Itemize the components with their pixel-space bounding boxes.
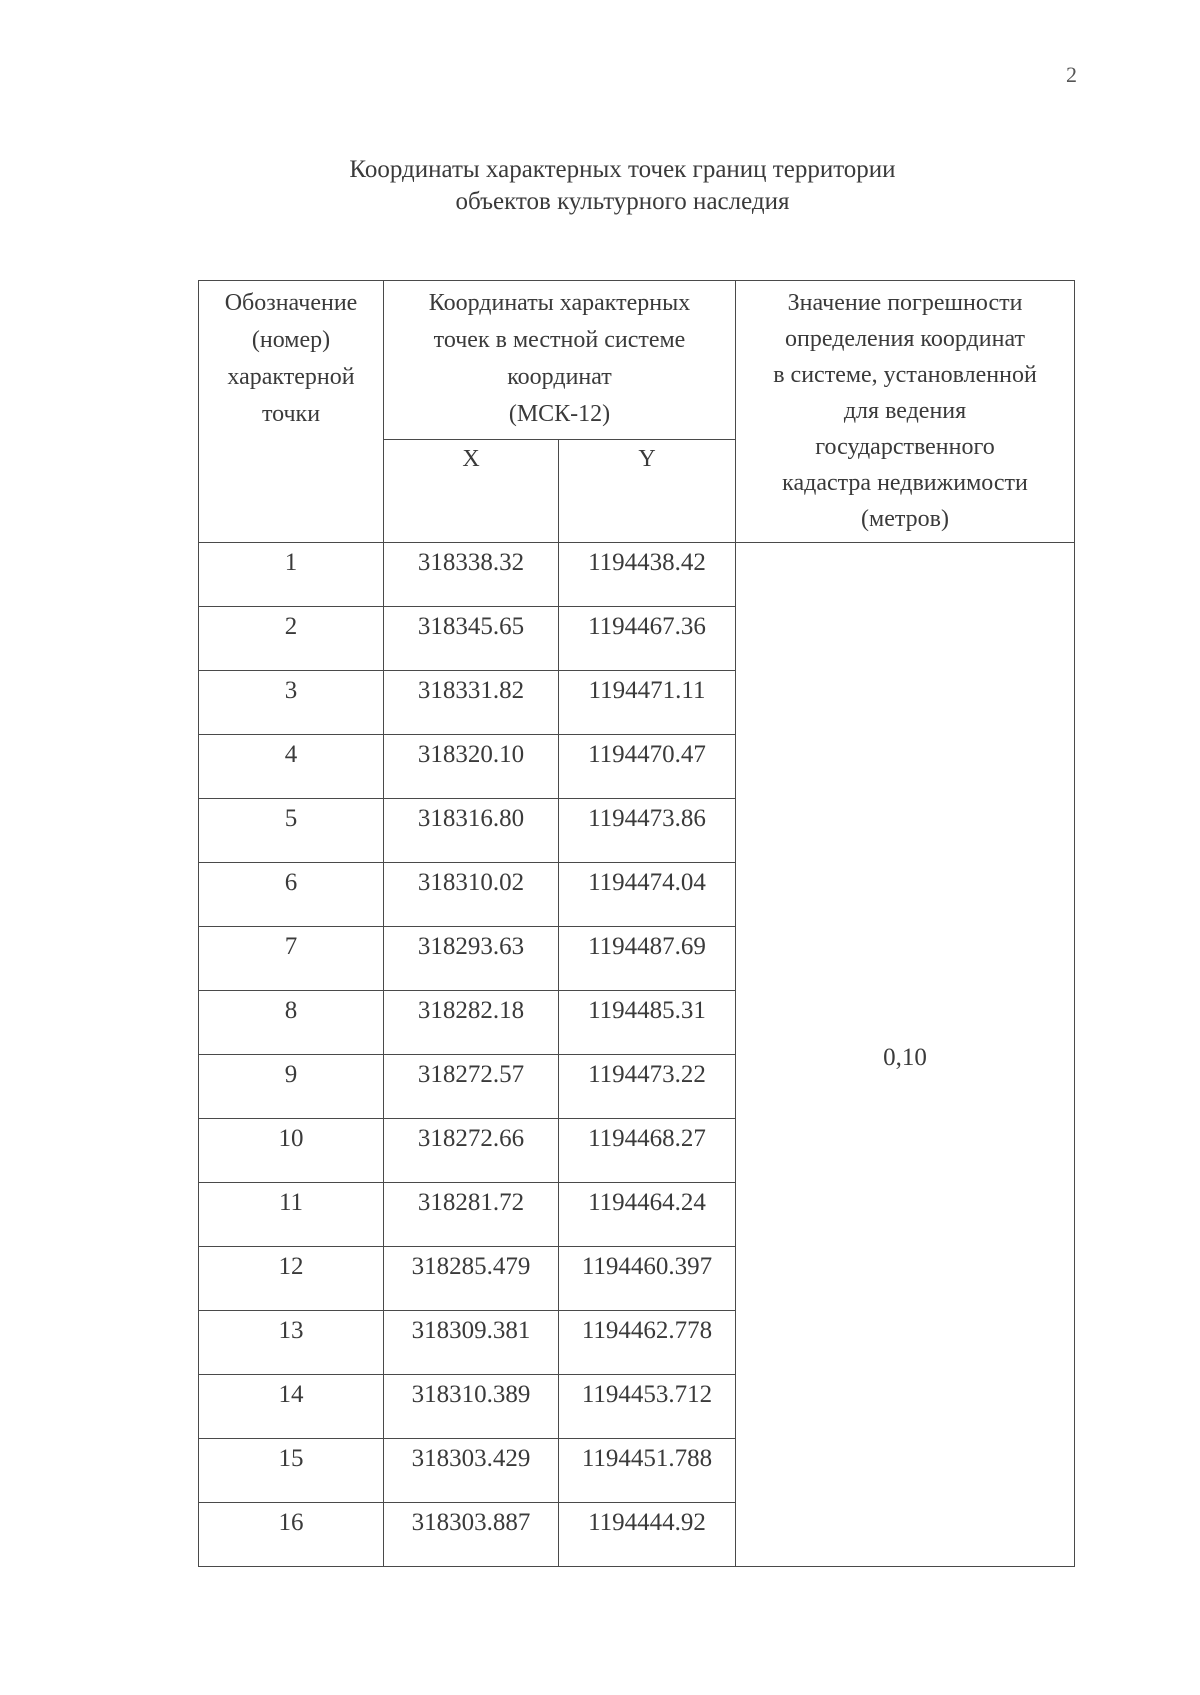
header-coordinates-line: координат	[507, 364, 612, 390]
header-x: X	[384, 440, 559, 543]
y-coordinate-cell: 1194467.36	[559, 607, 736, 671]
y-coordinate-cell: 1194470.47	[559, 735, 736, 799]
coordinates-table	[198, 280, 1075, 1567]
y-coordinate-cell: 1194444.92	[559, 1503, 736, 1567]
x-coordinate-cell: 318282.18	[384, 991, 559, 1055]
x-coordinate-cell: 318285.479	[384, 1247, 559, 1311]
header-designation-line: точки	[261, 401, 321, 427]
title-line-2: объектов культурного наследия	[455, 188, 790, 215]
x-coordinate-cell: 318309.381	[384, 1311, 559, 1375]
point-number-cell: 5	[199, 799, 384, 863]
point-number-cell: 6	[199, 863, 384, 927]
table-body	[199, 543, 1075, 1567]
header-coordinates-line: Координаты характерных	[428, 290, 691, 316]
header-error-line: определения координат	[785, 326, 1025, 352]
y-coordinate-cell: 1194453.712	[559, 1375, 736, 1439]
x-coordinate-cell: 318293.63	[384, 927, 559, 991]
point-number-cell: 12	[199, 1247, 384, 1311]
y-coordinate-cell: 1194438.42	[559, 543, 736, 607]
header-error-line: кадастра недвижимости	[782, 470, 1028, 496]
x-coordinate-cell: 318345.65	[384, 607, 559, 671]
y-coordinate-cell: 1194451.788	[559, 1439, 736, 1503]
point-number-cell: 13	[199, 1311, 384, 1375]
point-number-cell: 9	[199, 1055, 384, 1119]
y-coordinate-cell: 1194462.778	[559, 1311, 736, 1375]
x-coordinate-cell: 318272.57	[384, 1055, 559, 1119]
x-coordinate-cell: 318316.80	[384, 799, 559, 863]
header-error-line: в системе, установленной	[773, 362, 1037, 388]
x-coordinate-cell: 318281.72	[384, 1183, 559, 1247]
y-coordinate-cell: 1194485.31	[559, 991, 736, 1055]
header-error-line: Значение погрешности	[787, 290, 1023, 316]
header-coordinates-line: (МСК-12)	[508, 401, 611, 427]
y-coordinate-cell: 1194464.24	[559, 1183, 736, 1247]
y-coordinate-cell: 1194468.27	[559, 1119, 736, 1183]
point-number-cell: 3	[199, 671, 384, 735]
header-coordinates-line: точек в местной системе	[433, 327, 686, 353]
point-number-cell: 8	[199, 991, 384, 1055]
point-number-cell: 1	[199, 543, 384, 607]
y-coordinate-cell: 1194473.22	[559, 1055, 736, 1119]
header-error-line: для ведения	[843, 398, 967, 424]
title-line-1: Координаты характерных точек границ территории	[349, 156, 896, 183]
point-number-cell: 11	[199, 1183, 384, 1247]
page-number: 2	[1066, 62, 1077, 87]
y-coordinate-cell: 1194471.11	[559, 671, 736, 735]
x-coordinate-cell: 318331.82	[384, 671, 559, 735]
header-y: Y	[559, 440, 736, 543]
error-value-cell: 0,10	[736, 543, 1075, 1567]
y-coordinate-cell: 1194460.397	[559, 1247, 736, 1311]
y-coordinate-cell: 1194474.04	[559, 863, 736, 927]
header-designation-line: Обозначение	[224, 290, 358, 316]
header-error-line: государственного	[815, 434, 995, 460]
header-designation-line: (номер)	[251, 327, 331, 353]
x-coordinate-cell: 318320.10	[384, 735, 559, 799]
header-coordinates	[384, 281, 736, 440]
header-error	[736, 281, 1075, 543]
y-coordinate-cell: 1194487.69	[559, 927, 736, 991]
x-coordinate-cell: 318272.66	[384, 1119, 559, 1183]
x-coordinate-cell: 318310.02	[384, 863, 559, 927]
header-designation	[199, 281, 384, 543]
point-number-cell: 16	[199, 1503, 384, 1567]
document-title	[0, 154, 1200, 218]
x-coordinate-cell: 318338.32	[384, 543, 559, 607]
point-number-cell: 14	[199, 1375, 384, 1439]
point-number-cell: 4	[199, 735, 384, 799]
x-coordinate-cell: 318303.887	[384, 1503, 559, 1567]
point-number-cell: 7	[199, 927, 384, 991]
x-coordinate-cell: 318310.389	[384, 1375, 559, 1439]
header-error-line: (метров)	[861, 506, 949, 532]
x-coordinate-cell: 318303.429	[384, 1439, 559, 1503]
y-coordinate-cell: 1194473.86	[559, 799, 736, 863]
point-number-cell: 10	[199, 1119, 384, 1183]
point-number-cell: 2	[199, 607, 384, 671]
table-header-row	[199, 281, 1075, 440]
header-designation-line: характерной	[227, 364, 355, 390]
point-number-cell: 15	[199, 1439, 384, 1503]
table-row	[199, 543, 1075, 607]
